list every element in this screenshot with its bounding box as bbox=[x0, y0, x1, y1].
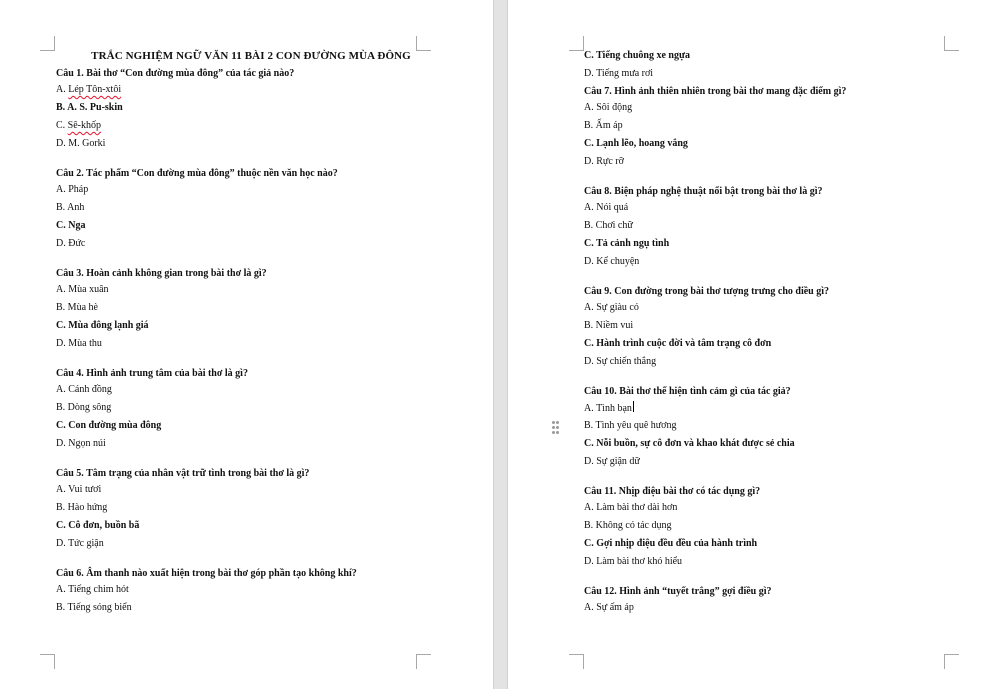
text-cursor bbox=[633, 401, 634, 412]
page-text-body[interactable] bbox=[584, 49, 974, 619]
question-list bbox=[56, 67, 446, 619]
option-text: Rực rỡ bbox=[596, 156, 624, 167]
answer-option bbox=[584, 255, 974, 273]
option-text: Lạnh lẽo, hoang vắng bbox=[596, 138, 688, 149]
answer-option bbox=[584, 319, 974, 337]
option-text: Con đường mùa đông bbox=[68, 420, 162, 431]
option-text: Tiếng chuông xe ngựa bbox=[596, 50, 690, 61]
question-label: Câu 9. Con đường trong bài thơ tượng trưng cho điều gì? bbox=[584, 286, 830, 297]
option-letter: A. bbox=[56, 584, 66, 595]
answer-option bbox=[584, 355, 974, 373]
option-text: Hành trình cuộc đời và tâm trạng cô đơn bbox=[596, 338, 772, 349]
answer-option bbox=[56, 219, 446, 237]
option-text: Nga bbox=[68, 220, 86, 231]
answer-option bbox=[584, 601, 974, 619]
answer-option bbox=[584, 155, 974, 173]
answer-option bbox=[584, 419, 974, 437]
answer-option bbox=[56, 437, 446, 455]
answer-option bbox=[56, 483, 446, 501]
question-block bbox=[56, 367, 446, 455]
option-letter: C. bbox=[56, 420, 66, 431]
answer-option bbox=[584, 437, 974, 455]
question-label: Câu 1. Bài thơ “Con đường mùa đông” của tác giả nào? bbox=[56, 68, 295, 79]
option-text: Anh bbox=[67, 202, 85, 213]
question-label: Câu 2. Tác phẩm “Con đường mùa đông” thuộc nền văn học nào? bbox=[56, 168, 338, 179]
answer-option bbox=[584, 337, 974, 355]
answer-option bbox=[56, 319, 446, 337]
document-page-right bbox=[508, 0, 1005, 689]
option-letter: D. bbox=[56, 538, 66, 549]
question-label: Câu 7. Hình ảnh thiên nhiên trong bài thơ mang đặc điểm gì? bbox=[584, 86, 847, 97]
option-text: A. S. Pu-skin bbox=[67, 102, 123, 113]
question-label: Câu 5. Tâm trạng của nhân vật trữ tình trong bài thơ là gì? bbox=[56, 468, 310, 479]
answer-option bbox=[56, 537, 446, 555]
answer-option bbox=[584, 555, 974, 573]
option-text: Cánh đồng bbox=[68, 384, 112, 395]
answer-option bbox=[584, 237, 974, 255]
answer-option bbox=[56, 183, 446, 201]
option-letter: A. bbox=[56, 384, 66, 395]
answer-option bbox=[584, 137, 974, 155]
margin-corner-mark bbox=[569, 36, 584, 51]
option-text: Nỗi buồn, sự cô đơn và khao khát được sẻ chia bbox=[596, 438, 795, 449]
question-label: Câu 4. Hình ảnh trung tâm của bài thơ là gì? bbox=[56, 368, 248, 379]
margin-corner-mark bbox=[40, 36, 55, 51]
option-letter: C. bbox=[56, 220, 66, 231]
option-text: Sê-khốp bbox=[67, 120, 102, 131]
option-text: Mùa hè bbox=[67, 302, 98, 313]
answer-option bbox=[584, 301, 974, 319]
option-letter: B. bbox=[56, 102, 66, 113]
page-text-body[interactable] bbox=[56, 49, 446, 619]
question-block bbox=[56, 167, 446, 255]
question-label: Câu 3. Hoàn cảnh không gian trong bài thơ là gì? bbox=[56, 268, 267, 279]
option-text: Sự ấm áp bbox=[596, 602, 634, 613]
page-gutter bbox=[493, 0, 508, 689]
option-text: Mùa xuân bbox=[68, 284, 109, 295]
answer-option bbox=[56, 383, 446, 401]
margin-corner-mark bbox=[40, 654, 55, 669]
question-block bbox=[584, 85, 974, 173]
document-title: TRẮC NGHIỆM NGỮ VĂN 11 BÀI 2 CON ĐƯỜNG MÙA ĐÔNG bbox=[91, 50, 411, 62]
option-text: Hào hứng bbox=[67, 502, 108, 513]
answer-option bbox=[56, 301, 446, 319]
question-block bbox=[584, 485, 974, 573]
option-letter: B. bbox=[584, 320, 594, 331]
question-block bbox=[584, 385, 974, 473]
continued-options bbox=[584, 49, 974, 85]
option-letter: B. bbox=[56, 602, 66, 613]
option-text: Sự chiến thắng bbox=[596, 356, 657, 367]
answer-option bbox=[56, 201, 446, 219]
answer-option bbox=[56, 401, 446, 419]
answer-option bbox=[56, 283, 446, 301]
margin-corner-mark bbox=[416, 654, 431, 669]
option-letter: A. bbox=[584, 202, 594, 213]
option-text: Gợi nhịp điệu đều đều của hành trình bbox=[596, 538, 758, 549]
option-text: Dòng sông bbox=[67, 402, 112, 413]
option-text: Đức bbox=[68, 238, 86, 249]
answer-option bbox=[56, 419, 446, 437]
answer-option bbox=[584, 201, 974, 219]
document-page-left bbox=[0, 0, 493, 689]
option-letter: B. bbox=[56, 302, 66, 313]
option-letter: B. bbox=[56, 502, 66, 513]
option-text: Tình bạn bbox=[596, 403, 632, 414]
answer-option bbox=[584, 219, 974, 237]
option-letter: C. bbox=[584, 338, 594, 349]
option-letter: A. bbox=[584, 602, 594, 613]
option-letter: D. bbox=[584, 356, 594, 367]
answer-option bbox=[584, 455, 974, 473]
option-letter: C. bbox=[584, 138, 594, 149]
option-text: Ấm áp bbox=[595, 120, 623, 131]
option-text: Chơi chữ bbox=[595, 220, 633, 231]
option-text: Pháp bbox=[68, 184, 89, 195]
question-block bbox=[56, 67, 446, 155]
answer-option bbox=[56, 601, 446, 619]
option-letter: B. bbox=[584, 220, 594, 231]
option-letter: D. bbox=[56, 438, 66, 449]
answer-option bbox=[584, 67, 974, 85]
option-text: Tiếng mưa rơi bbox=[596, 68, 654, 79]
option-letter: A. bbox=[56, 484, 66, 495]
answer-option bbox=[56, 119, 446, 137]
question-label: Câu 6. Âm thanh nào xuất hiện trong bài thơ góp phần tạo không khí? bbox=[56, 568, 357, 579]
option-text: Mùa đông lạnh giá bbox=[68, 320, 149, 331]
option-letter: C. bbox=[584, 438, 594, 449]
option-text: Làm bài thơ dài hơn bbox=[596, 502, 678, 513]
answer-option bbox=[584, 49, 974, 67]
option-text: Sự giận dữ bbox=[596, 456, 640, 467]
answer-option bbox=[56, 137, 446, 155]
option-text: Lép Tôn-xtôi bbox=[68, 84, 122, 95]
answer-option bbox=[56, 501, 446, 519]
question-label: Câu 10. Bài thơ thể hiện tình cảm gì của tác giả? bbox=[584, 386, 791, 397]
answer-option bbox=[584, 501, 974, 519]
option-text: Kể chuyện bbox=[596, 256, 640, 267]
option-letter: D. bbox=[584, 156, 594, 167]
question-label: Câu 11. Nhịp điệu bài thơ có tác dụng gì? bbox=[584, 486, 761, 497]
answer-option bbox=[584, 537, 974, 555]
question-block bbox=[56, 567, 446, 619]
option-text: Nói quá bbox=[596, 202, 629, 213]
option-text: Tức giận bbox=[68, 538, 104, 549]
option-text: Tả cảnh ngụ tình bbox=[596, 238, 670, 249]
option-letter: A. bbox=[56, 84, 66, 95]
option-letter: B. bbox=[584, 420, 594, 431]
answer-option bbox=[56, 337, 446, 355]
answer-option bbox=[56, 583, 446, 601]
option-letter: D. bbox=[56, 338, 66, 349]
answer-option bbox=[56, 237, 446, 255]
option-letter: D. bbox=[56, 138, 66, 149]
option-letter: B. bbox=[584, 520, 594, 531]
answer-option bbox=[56, 519, 446, 537]
option-text: Tình yêu quê hương bbox=[595, 420, 677, 431]
option-text: M. Gorki bbox=[68, 138, 106, 149]
option-text: Niềm vui bbox=[595, 320, 634, 331]
option-letter: B. bbox=[584, 120, 594, 131]
answer-option bbox=[56, 83, 446, 101]
option-letter: D. bbox=[584, 256, 594, 267]
answer-option bbox=[584, 519, 974, 537]
answer-option bbox=[584, 119, 974, 137]
option-letter: A. bbox=[56, 284, 66, 295]
option-letter: D. bbox=[584, 68, 594, 79]
option-letter: D. bbox=[584, 456, 594, 467]
option-text: Không có tác dụng bbox=[595, 520, 672, 531]
question-list bbox=[584, 85, 974, 619]
answer-option bbox=[56, 101, 446, 119]
question-label: Câu 12. Hình ảnh “tuyết trắng” gợi điều gì? bbox=[584, 586, 772, 597]
option-text: Tiếng chim hót bbox=[68, 584, 129, 595]
answer-option bbox=[584, 401, 974, 419]
option-text: Sôi động bbox=[596, 102, 633, 113]
option-letter: A. bbox=[584, 102, 594, 113]
option-letter: D. bbox=[56, 238, 66, 249]
margin-corner-mark bbox=[569, 654, 584, 669]
option-text: Tiếng sóng biển bbox=[67, 602, 132, 613]
option-text: Làm bài thơ khó hiểu bbox=[596, 556, 683, 567]
option-text: Sự giàu có bbox=[596, 302, 639, 313]
option-text: Mùa thu bbox=[68, 338, 102, 349]
paragraph-drag-handle-icon[interactable] bbox=[552, 421, 560, 437]
question-block bbox=[56, 467, 446, 555]
question-block bbox=[56, 267, 446, 355]
option-text: Cô đơn, buồn bã bbox=[68, 520, 140, 531]
option-letter: C. bbox=[56, 120, 66, 131]
option-text: Ngọn núi bbox=[68, 438, 106, 449]
option-letter: C. bbox=[584, 238, 594, 249]
question-block bbox=[584, 185, 974, 273]
question-block bbox=[584, 285, 974, 373]
question-block bbox=[584, 585, 974, 619]
question-label: Câu 8. Biện pháp nghệ thuật nổi bật trong bài thơ là gì? bbox=[584, 186, 823, 197]
margin-corner-mark bbox=[944, 654, 959, 669]
option-letter: D. bbox=[584, 556, 594, 567]
option-letter: A. bbox=[584, 502, 594, 513]
option-letter: C. bbox=[584, 50, 594, 61]
option-letter: B. bbox=[56, 402, 66, 413]
option-letter: B. bbox=[56, 202, 66, 213]
option-letter: A. bbox=[584, 403, 594, 414]
option-letter: C. bbox=[56, 520, 66, 531]
option-letter: C. bbox=[584, 538, 594, 549]
option-letter: A. bbox=[584, 302, 594, 313]
option-letter: C. bbox=[56, 320, 66, 331]
option-letter: A. bbox=[56, 184, 66, 195]
answer-option bbox=[584, 101, 974, 119]
option-text: Vui tươi bbox=[68, 484, 102, 495]
